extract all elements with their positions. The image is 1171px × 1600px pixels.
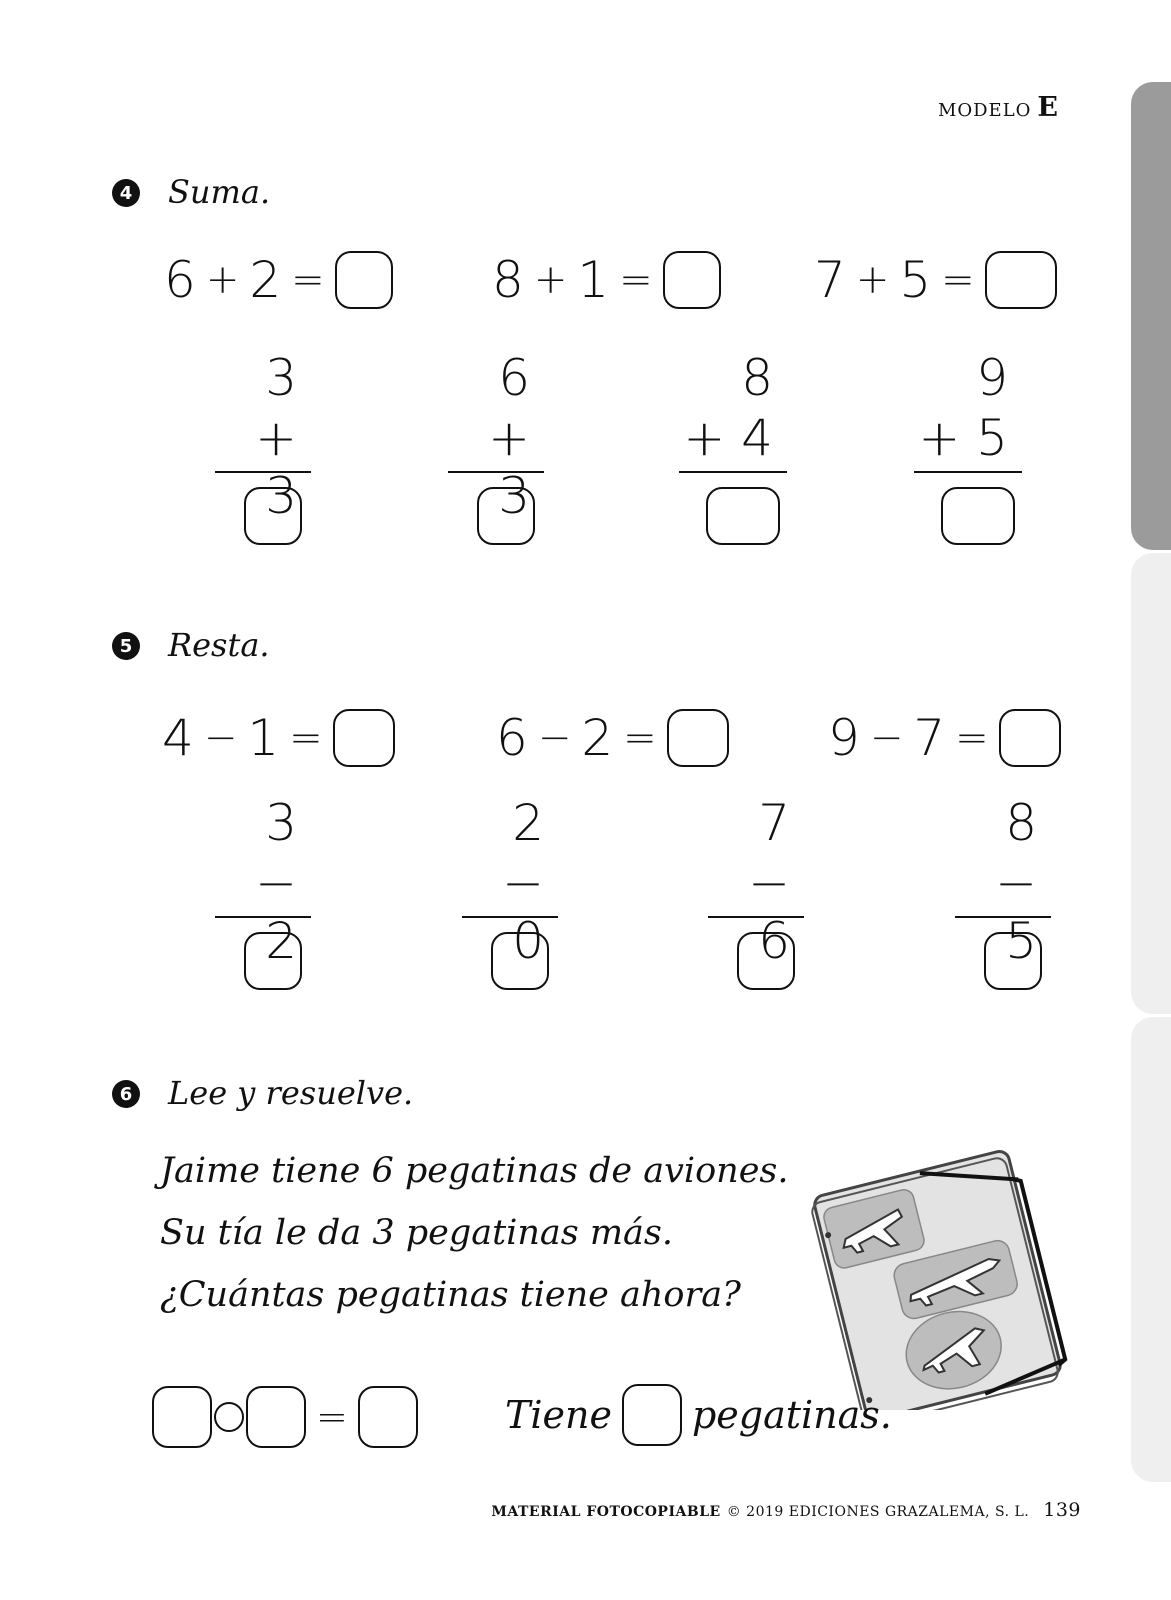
story-line: Jaime tiene 6 pegatinas de aviones. — [160, 1151, 789, 1191]
operator-circle[interactable] — [214, 1402, 244, 1432]
side-tab — [1131, 1017, 1171, 1482]
story-line: ¿Cuántas pegatinas tiene ahora? — [160, 1275, 741, 1315]
answer-box[interactable] — [335, 251, 393, 309]
answer-box[interactable] — [706, 487, 780, 545]
answer-box[interactable] — [152, 1386, 212, 1448]
answer-box[interactable] — [999, 709, 1061, 767]
answer-box[interactable] — [737, 932, 795, 990]
equation: 7 + 5 = — [814, 250, 1057, 310]
answer-box[interactable] — [246, 1386, 306, 1448]
answer-box[interactable] — [358, 1386, 418, 1448]
vertical-sum: 3 + 3 — [215, 347, 311, 545]
exercise-title: Resta. — [168, 626, 270, 664]
story-line: Su tía le da 3 pegatinas más. — [160, 1213, 674, 1253]
sticker-folder-illustration — [805, 1138, 1085, 1410]
exercise-number: 4 — [112, 179, 140, 207]
answer-box[interactable] — [667, 709, 729, 767]
exercise-number: 6 — [112, 1080, 140, 1108]
answer-box[interactable] — [941, 487, 1015, 545]
answer-box[interactable] — [244, 487, 302, 545]
footer: MATERIAL FOTOCOPIABLE © 2019 EDICIONES GRAZALEMA, S. L. 139 — [491, 1499, 1081, 1521]
answer-box[interactable] — [333, 709, 395, 767]
answer-box[interactable] — [244, 932, 302, 990]
exercise-number: 5 — [112, 632, 140, 660]
equation: 8 + 1 = — [492, 250, 721, 310]
page-number: 139 — [1043, 1499, 1081, 1521]
answer-box[interactable] — [984, 932, 1042, 990]
exercise-title: Suma. — [168, 173, 271, 211]
answer-sentence: Tiene pegatinas. — [505, 1384, 892, 1446]
model-label: MODELO E — [937, 92, 1059, 123]
side-tab-active — [1131, 82, 1171, 550]
equation: 6 − 2 = — [496, 708, 729, 768]
vertical-sum: 9 + 5 — [914, 347, 1022, 545]
equation: 9 − 7 = — [828, 708, 1061, 768]
answer-box[interactable] — [663, 251, 721, 309]
vertical-sum: 8 + 4 — [679, 347, 787, 545]
side-tab — [1131, 553, 1171, 1014]
equation: 4 − 1 = — [162, 708, 395, 768]
exercise-title: Lee y resuelve. — [168, 1074, 414, 1112]
equals-sign: = — [316, 1395, 348, 1439]
sum-line — [679, 471, 787, 473]
vertical-subtraction: 7 − 6 — [708, 792, 804, 990]
vertical-subtraction: 8 − 5 — [955, 792, 1051, 990]
vertical-sum: 6 + 3 — [448, 347, 544, 545]
operation-answer-row — [152, 1386, 418, 1448]
answer-box[interactable] — [985, 251, 1057, 309]
answer-box[interactable] — [477, 487, 535, 545]
answer-box[interactable] — [622, 1384, 682, 1446]
vertical-subtraction: 3 − 2 — [215, 792, 311, 990]
answer-box[interactable] — [491, 932, 549, 990]
vertical-subtraction: 2 − 0 — [462, 792, 558, 990]
model-letter: E — [1037, 92, 1059, 123]
sum-line — [914, 471, 1022, 473]
equation: 6 + 2 = — [164, 250, 393, 310]
